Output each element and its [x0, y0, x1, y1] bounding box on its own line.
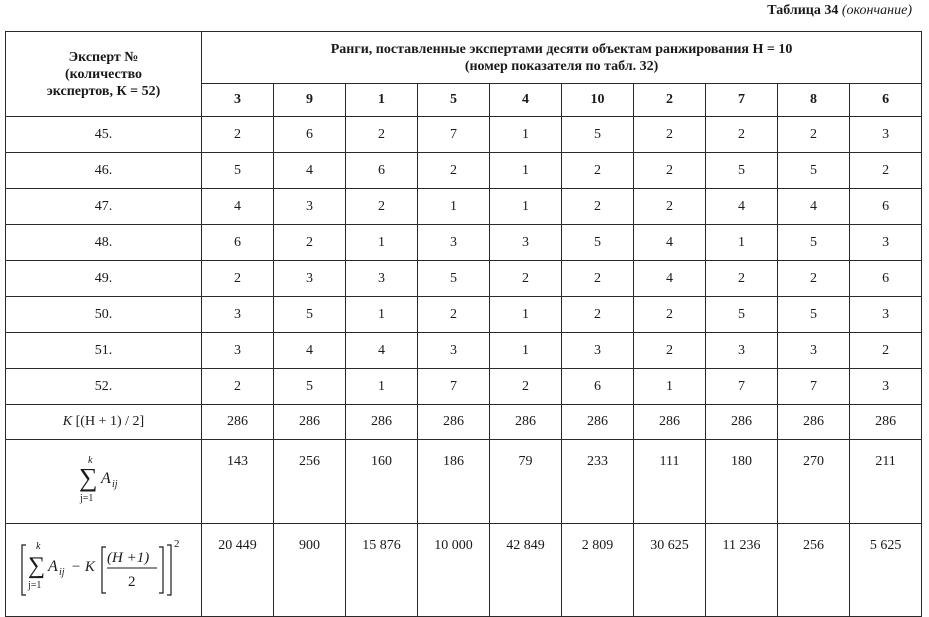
- sum-formula: [74, 452, 134, 506]
- sum-row: [6, 440, 922, 524]
- rank-cell: 2: [202, 369, 274, 405]
- rank-cell: 1: [490, 117, 562, 153]
- rank-cell: 3: [418, 225, 490, 261]
- rank-cell: 2: [706, 117, 778, 153]
- rank-cell: 7: [418, 369, 490, 405]
- rank-cell: 3: [418, 333, 490, 369]
- rank-cell: 1: [490, 153, 562, 189]
- sum-sub: ij: [111, 479, 118, 490]
- rank-cell: 1: [490, 333, 562, 369]
- rank-cell: 5: [778, 297, 850, 333]
- rank-cell: 2: [346, 189, 418, 225]
- rank-cell: 2: [202, 117, 274, 153]
- expert-number-cell: 48.: [6, 225, 202, 261]
- sq-minus-k: − K: [70, 558, 95, 575]
- rank-cell: 5: [778, 225, 850, 261]
- rank-cell: 2: [634, 189, 706, 225]
- rank-cell: 2: [562, 261, 634, 297]
- rank-cell: 2: [634, 333, 706, 369]
- inner-right-bracket: [159, 547, 163, 593]
- sum-row-label: [6, 440, 202, 524]
- rank-cell: 2: [706, 261, 778, 297]
- rank-cell: 3: [850, 297, 922, 333]
- table-row: [6, 333, 922, 369]
- square-value-cell: 20 449: [202, 524, 274, 617]
- rank-cell: 7: [706, 369, 778, 405]
- rank-cell: 1: [490, 297, 562, 333]
- sum-value-cell: 79: [490, 440, 562, 524]
- rank-cell: 5: [274, 297, 346, 333]
- rank-cell: 4: [634, 225, 706, 261]
- caption-main: Таблица 34: [767, 3, 839, 18]
- caption-sub: (окончание): [841, 3, 912, 18]
- sq-formula: [19, 535, 189, 601]
- sum-bottom: j=1: [79, 493, 93, 504]
- rank-cell: 2: [634, 153, 706, 189]
- sum-term: A: [100, 470, 111, 487]
- sum-top: k: [87, 455, 92, 466]
- expert-number-cell: 52.: [6, 369, 202, 405]
- table-row: [6, 225, 922, 261]
- expert-number-cell: 51.: [6, 333, 202, 369]
- rank-cell: 7: [778, 369, 850, 405]
- rank-cell: 6: [274, 117, 346, 153]
- rank-cell: 3: [274, 189, 346, 225]
- inner-left-bracket: [102, 547, 106, 593]
- square-value-cell: 10 000: [418, 524, 490, 617]
- expert-header-line: Эксперт №: [68, 49, 139, 65]
- rank-cell: 4: [778, 189, 850, 225]
- rank-cell: 3: [346, 261, 418, 297]
- sq-row: [6, 524, 922, 617]
- k-value-cell: 286: [706, 405, 778, 440]
- outer-left-bracket: [22, 545, 26, 595]
- object-number-header: 4: [490, 84, 562, 117]
- rank-cell: 2: [778, 261, 850, 297]
- rank-cell: 2: [418, 153, 490, 189]
- rank-cell: 5: [562, 225, 634, 261]
- rank-cell: 1: [346, 297, 418, 333]
- k-value-cell: 286: [850, 405, 922, 440]
- rank-cell: 3: [202, 333, 274, 369]
- object-number-header: 3: [202, 84, 274, 117]
- table-row: [6, 117, 922, 153]
- square-value-cell: 15 876: [346, 524, 418, 617]
- sum-value-cell: 143: [202, 440, 274, 524]
- rank-cell: 1: [490, 189, 562, 225]
- square-value-cell: 256: [778, 524, 850, 617]
- rank-cell: 3: [778, 333, 850, 369]
- outer-right-bracket: [167, 545, 171, 595]
- k-value-cell: 286: [346, 405, 418, 440]
- rank-cell: 6: [562, 369, 634, 405]
- square-value-cell: 5 625: [850, 524, 922, 617]
- k-row-label-rest: [(H + 1) / 2]: [72, 414, 145, 429]
- rank-cell: 1: [346, 225, 418, 261]
- object-number-header: 5: [418, 84, 490, 117]
- rank-cell: 4: [706, 189, 778, 225]
- ranking-table: [5, 31, 922, 617]
- rank-cell: 2: [562, 189, 634, 225]
- expert-header-line: экспертов, К = 52): [46, 83, 161, 99]
- rank-cell: 4: [346, 333, 418, 369]
- rank-cell: 6: [850, 189, 922, 225]
- rank-cell: 4: [202, 189, 274, 225]
- rank-cell: 2: [634, 297, 706, 333]
- k-row-label: [6, 405, 202, 440]
- rank-cell: 2: [634, 117, 706, 153]
- sq-denominator: 2: [127, 573, 135, 590]
- rank-cell: 2: [562, 297, 634, 333]
- k-symbol: K: [62, 414, 73, 429]
- sq-sigma: ∑: [27, 552, 45, 579]
- sum-value-cell: 211: [850, 440, 922, 524]
- table-row: [6, 153, 922, 189]
- rank-cell: 5: [274, 369, 346, 405]
- rank-cell: 6: [850, 261, 922, 297]
- rank-cell: 6: [346, 153, 418, 189]
- k-value-cell: 286: [634, 405, 706, 440]
- sum-value-cell: 256: [274, 440, 346, 524]
- ranks-header-line: Ранги, поставленные экспертами десяти объектам ранжирования Н = 10: [330, 41, 793, 57]
- rank-cell: 3: [850, 369, 922, 405]
- rank-cell: 7: [418, 117, 490, 153]
- rank-cell: 1: [418, 189, 490, 225]
- k-row: [6, 405, 922, 440]
- expert-number-cell: 46.: [6, 153, 202, 189]
- object-number-header: 1: [346, 84, 418, 117]
- rank-cell: 2: [562, 153, 634, 189]
- rank-cell: 2: [778, 117, 850, 153]
- ranks-header-line: (номер показателя по табл. 32): [464, 58, 659, 74]
- rank-cell: 3: [562, 333, 634, 369]
- rank-cell: 5: [562, 117, 634, 153]
- sum-value-cell: 233: [562, 440, 634, 524]
- square-value-cell: 2 809: [562, 524, 634, 617]
- k-value-cell: 286: [490, 405, 562, 440]
- square-value-cell: 900: [274, 524, 346, 617]
- ranks-header: [202, 32, 922, 84]
- sq-numerator: (H +1): [106, 549, 149, 566]
- sum-value-cell: 111: [634, 440, 706, 524]
- rank-cell: 5: [706, 297, 778, 333]
- sum-value-cell: 160: [346, 440, 418, 524]
- object-number-header: 6: [850, 84, 922, 117]
- rank-cell: 6: [202, 225, 274, 261]
- rank-cell: 2: [346, 117, 418, 153]
- rank-cell: 3: [850, 225, 922, 261]
- expert-number-cell: 47.: [6, 189, 202, 225]
- rank-cell: 2: [490, 261, 562, 297]
- table-row: [6, 189, 922, 225]
- rank-cell: 5: [706, 153, 778, 189]
- k-value-cell: 286: [562, 405, 634, 440]
- table-row: [6, 261, 922, 297]
- rank-cell: 1: [346, 369, 418, 405]
- rank-cell: 2: [418, 297, 490, 333]
- k-value-cell: 286: [274, 405, 346, 440]
- rank-cell: 3: [490, 225, 562, 261]
- rank-cell: 4: [274, 333, 346, 369]
- k-value-cell: 286: [418, 405, 490, 440]
- sq-bottom: j=1: [27, 579, 41, 591]
- expert-header-line: (количество: [64, 66, 143, 82]
- sq-sub: ij: [58, 566, 65, 578]
- rank-cell: 3: [850, 117, 922, 153]
- rank-cell: 2: [850, 153, 922, 189]
- object-number-header: 9: [274, 84, 346, 117]
- expert-number-cell: 49.: [6, 261, 202, 297]
- rank-cell: 4: [634, 261, 706, 297]
- object-number-header: 10: [562, 84, 634, 117]
- object-number-header: 8: [778, 84, 850, 117]
- sq-top: k: [35, 540, 40, 552]
- rank-cell: 2: [850, 333, 922, 369]
- object-number-header: 7: [706, 84, 778, 117]
- object-number-header: 2: [634, 84, 706, 117]
- sum-value-cell: 186: [418, 440, 490, 524]
- rank-cell: 2: [202, 261, 274, 297]
- rank-cell: 3: [202, 297, 274, 333]
- rank-cell: 2: [274, 225, 346, 261]
- rank-cell: 5: [202, 153, 274, 189]
- square-value-cell: 11 236: [706, 524, 778, 617]
- rank-cell: 1: [634, 369, 706, 405]
- expert-number-cell: 50.: [6, 297, 202, 333]
- rank-cell: 5: [778, 153, 850, 189]
- rank-cell: 2: [490, 369, 562, 405]
- sq-row-label: [6, 524, 202, 617]
- sq-term: A: [47, 557, 58, 575]
- expert-column-header: [6, 32, 202, 117]
- k-value-cell: 286: [202, 405, 274, 440]
- sq-power: 2: [173, 537, 179, 550]
- square-value-cell: 42 849: [490, 524, 562, 617]
- k-value-cell: 286: [778, 405, 850, 440]
- expert-number-cell: 45.: [6, 117, 202, 153]
- sum-value-cell: 270: [778, 440, 850, 524]
- rank-cell: 4: [274, 153, 346, 189]
- rank-cell: 5: [418, 261, 490, 297]
- table-row: [6, 297, 922, 333]
- sum-value-cell: 180: [706, 440, 778, 524]
- rank-cell: 3: [706, 333, 778, 369]
- table-caption: [767, 3, 912, 19]
- sum-sigma: ∑: [78, 463, 98, 492]
- rank-cell: 3: [274, 261, 346, 297]
- rank-cell: 1: [706, 225, 778, 261]
- table-row: [6, 369, 922, 405]
- square-value-cell: 30 625: [634, 524, 706, 617]
